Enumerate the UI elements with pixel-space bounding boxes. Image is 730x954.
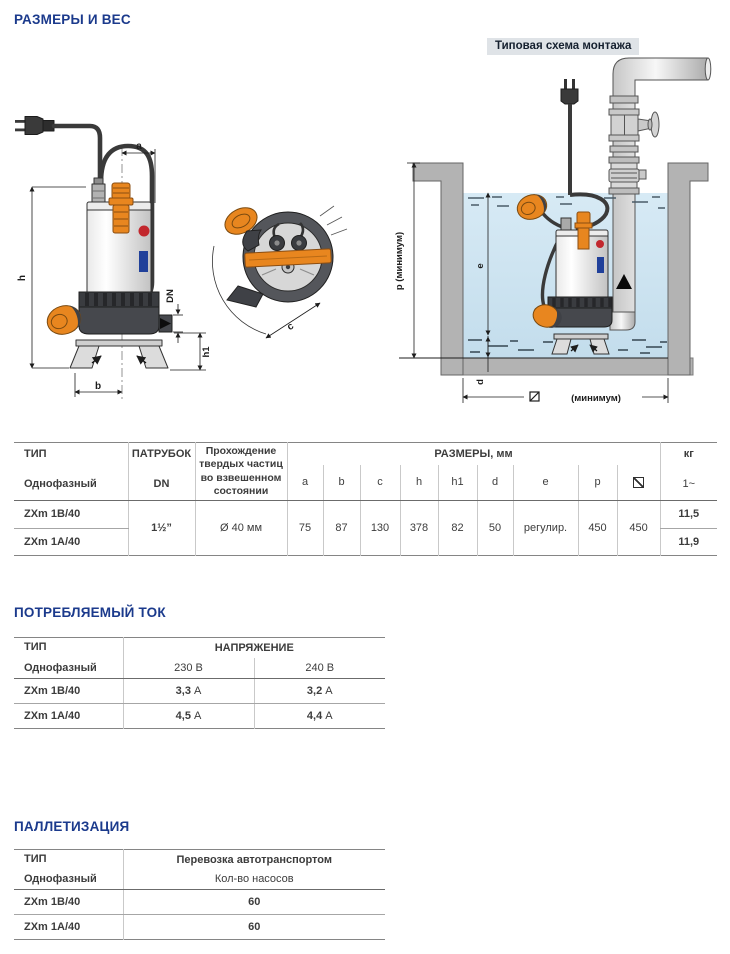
table-row <box>14 915 385 940</box>
solids-value: Ø 40 мм <box>195 501 287 556</box>
transport-header: Перевозка автотранспортом <box>123 850 385 870</box>
table-row <box>14 679 385 704</box>
qty-value: 60 <box>123 890 385 915</box>
amp-value: 3,3 A <box>123 679 254 704</box>
dim-min-label: (минимум) <box>571 393 621 404</box>
float-switch <box>44 301 85 338</box>
size-d-value: 50 <box>477 501 513 556</box>
model-name: ZXm 1B/40 <box>14 890 123 915</box>
col-solids: Прохождение твердых частиц во взвешенном состоянии <box>195 443 287 501</box>
type-label: ТИП <box>24 448 47 460</box>
col-outlet: ПАТРУБОК DN <box>128 443 195 501</box>
dim-p <box>407 163 420 358</box>
section-title-current: ПОТРЕБЛЯЕМЫЙ ТОК <box>14 605 166 620</box>
model-name: ZXm 1A/40 <box>24 535 81 548</box>
dimensions-table <box>14 442 717 556</box>
dim-e-label: e <box>475 263 486 269</box>
gate-valve <box>609 109 659 141</box>
size-c-value: 130 <box>360 501 400 556</box>
col-size-diag <box>617 465 660 501</box>
amp-value: 3,2 A <box>254 679 385 704</box>
dim-b-label: b <box>94 381 102 392</box>
col-size-b: b <box>323 465 360 501</box>
dim-c-label: c <box>285 320 296 334</box>
pit-diagonal-icon <box>633 477 644 488</box>
size-diag-value: 450 <box>617 501 660 556</box>
scheme-label: Типовая схема монтажа <box>487 38 639 55</box>
pit-floor <box>441 358 693 375</box>
palletization-table <box>14 849 385 940</box>
dim-dn-label: DN <box>165 289 176 303</box>
installation-scheme <box>394 58 711 404</box>
dim-h1-label: h1 <box>201 346 212 358</box>
col-size-h: h <box>400 465 438 501</box>
size-p-value: 450 <box>578 501 617 556</box>
qty-value: 60 <box>123 915 385 940</box>
voltage-header: НАПРЯЖЕНИЕ <box>123 638 385 659</box>
technical-drawing <box>0 0 730 435</box>
model-name: ZXm 1B/40 <box>14 501 128 529</box>
pump-front-view <box>15 117 212 401</box>
dim-d-label: d <box>475 379 486 385</box>
current-table <box>14 637 385 729</box>
dim-p-label: p (минимум) <box>394 231 405 291</box>
size-h1-value: 82 <box>438 501 477 556</box>
col-kg: кг 1~ <box>660 443 717 501</box>
kg-value: 11,9 <box>660 528 717 556</box>
scheme-power-plug <box>561 79 578 104</box>
amp-value: 4,4 A <box>254 704 385 729</box>
section-title-dimensions: РАЗМЕРЫ И ВЕС <box>14 12 131 27</box>
check-valve <box>609 157 646 194</box>
table-row <box>14 501 717 529</box>
col-type <box>14 443 128 501</box>
size-e-value: регулир. <box>513 501 578 556</box>
size-h-value: 378 <box>400 501 438 556</box>
amp-value: 4,5 A <box>123 704 254 729</box>
dim-dn <box>173 304 183 343</box>
outlet-value: 1½” <box>128 501 195 556</box>
dim-a-label: a <box>136 141 142 152</box>
col-type: ТИП Однофазный <box>14 850 123 890</box>
qty-header: Кол-во насосов <box>123 870 385 890</box>
power-plug-icon <box>15 117 54 135</box>
col-size-h1: h1 <box>438 465 477 501</box>
pit-wall-right <box>668 163 708 375</box>
voltage-240: 240 В <box>254 658 385 679</box>
model-name: ZXm 1A/40 <box>24 921 81 933</box>
phase-label: Однофазный <box>24 478 97 490</box>
voltage-230: 230 В <box>123 658 254 679</box>
pipe-outlet <box>705 58 711 80</box>
table-row <box>14 890 385 915</box>
dim-c <box>266 303 320 338</box>
table-row <box>14 704 385 729</box>
col-sizes: РАЗМЕРЫ, мм <box>287 443 660 465</box>
col-size-a: a <box>287 465 323 501</box>
pump-feet <box>70 340 168 368</box>
model-name: ZXm 1B/40 <box>14 679 123 704</box>
pit-wall-left <box>413 163 463 375</box>
pump-handle <box>109 183 133 233</box>
size-a-value: 75 <box>287 501 323 556</box>
col-size-c: c <box>360 465 400 501</box>
brand-logo-blue <box>139 251 148 272</box>
power-cable <box>54 126 100 180</box>
size-b-value: 87 <box>323 501 360 556</box>
col-type: ТИП Однофазный <box>14 638 123 679</box>
dim-h-label: h <box>17 274 28 282</box>
kg-value: 11,5 <box>660 501 717 529</box>
pipe-joint <box>610 96 638 103</box>
model-name: ZXm 1A/40 <box>24 710 81 722</box>
col-size-d: d <box>477 465 513 501</box>
col-size-p: p <box>578 465 617 501</box>
pump-top-view <box>212 202 347 338</box>
section-title-palletization: ПАЛЛЕТИЗАЦИЯ <box>14 819 130 834</box>
col-size-e: e <box>513 465 578 501</box>
cable-gland <box>94 178 103 184</box>
brand-logo-red <box>139 226 150 237</box>
